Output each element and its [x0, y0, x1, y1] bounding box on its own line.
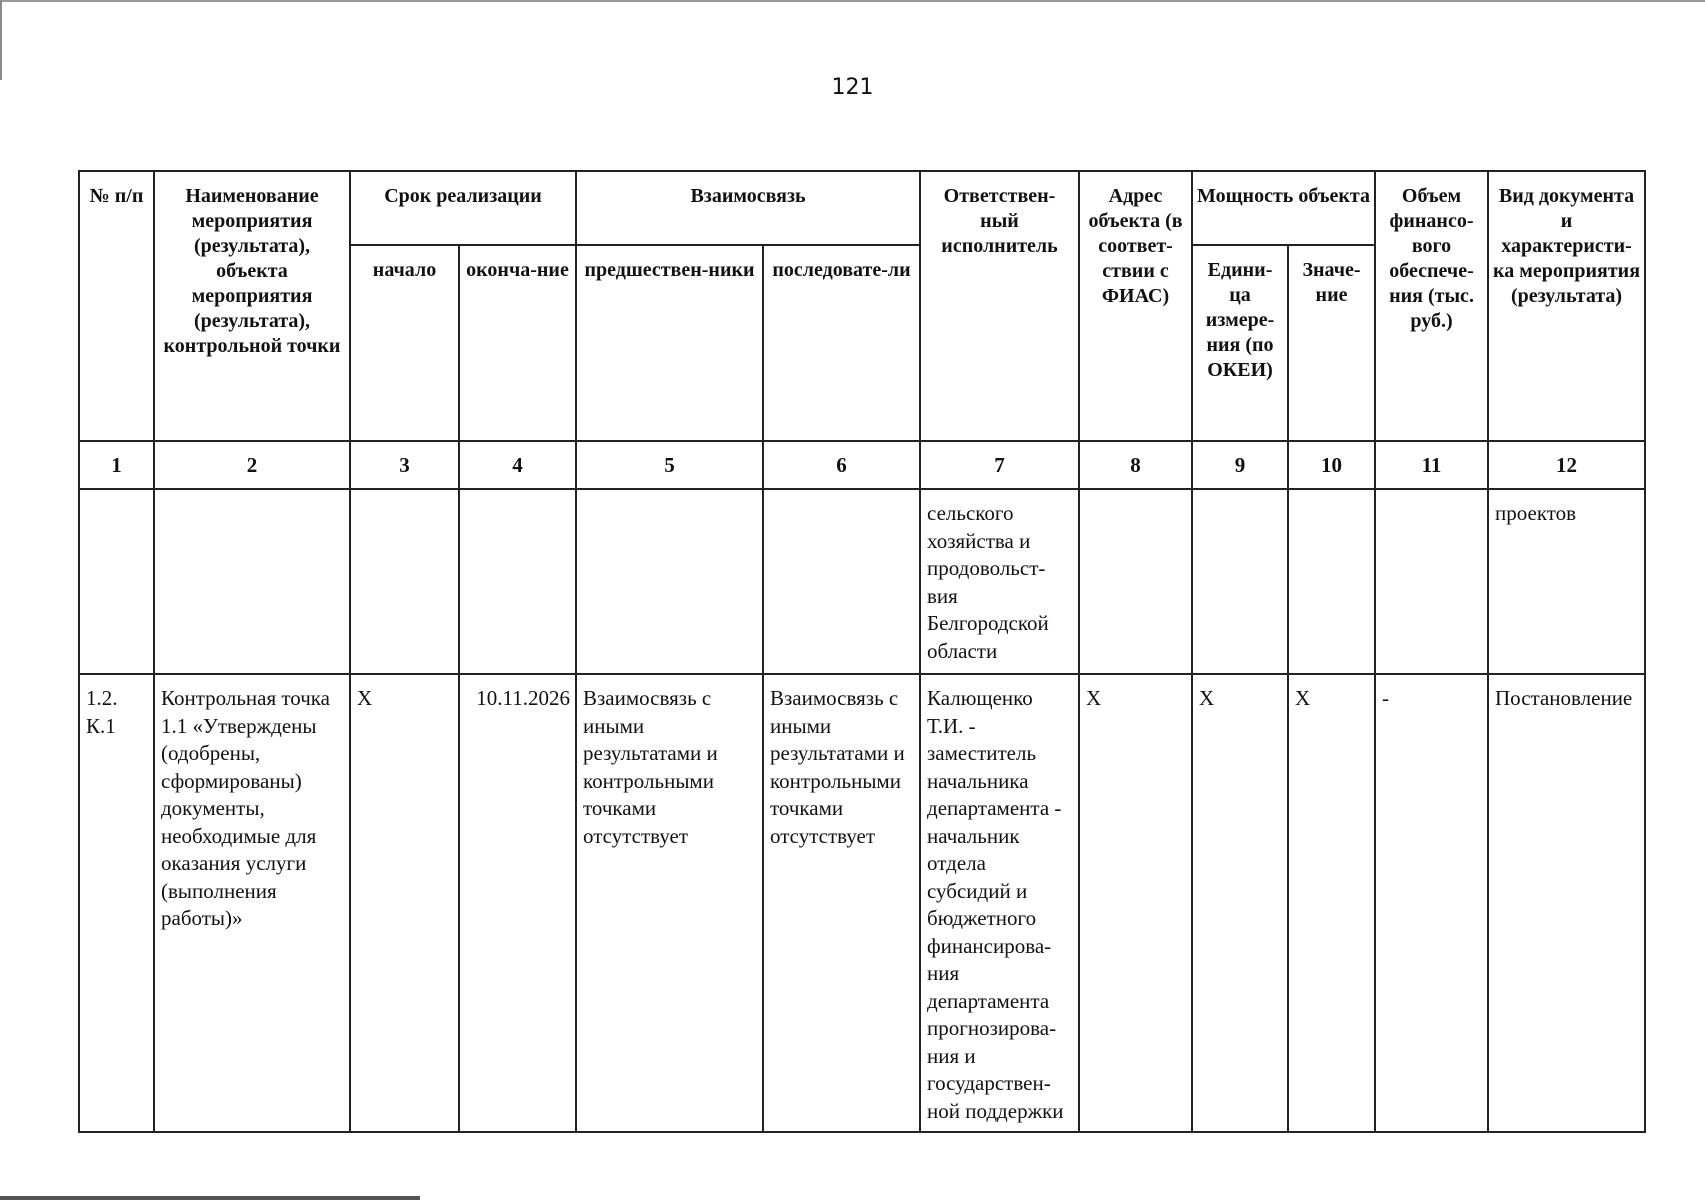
- header-moshchnost: Мощность объекта: [1192, 171, 1375, 245]
- cell-successors: [763, 489, 920, 674]
- header-otvetstvenny: Ответствен-ный исполнитель: [920, 171, 1079, 441]
- column-number: 3: [350, 441, 459, 489]
- header-vid: Вид документа и характеристи-ка мероприятия (результата): [1488, 171, 1645, 441]
- cell-value: X: [1288, 674, 1375, 1132]
- header-edinitsa: Едини-ца измере-ния (по ОКЕИ): [1192, 245, 1288, 441]
- page-number: 121: [831, 75, 874, 100]
- column-number: 1: [79, 441, 154, 489]
- scan-edge-bottom: [0, 1196, 420, 1200]
- cell-end: [459, 489, 576, 674]
- cell-successors: Взаимосвязь с иными результатами и контрольными точками отсутствует: [763, 674, 920, 1132]
- cell-predecessors: Взаимосвязь с иными результатами и контрольными точками отсутствует: [576, 674, 763, 1132]
- cell-responsible: сельского хозяйства и продовольст-вия Белгородской области: [920, 489, 1079, 674]
- cell-funding: -: [1375, 674, 1488, 1132]
- cell-funding: [1375, 489, 1488, 674]
- column-number-row: [79, 441, 1645, 489]
- cell-start: [350, 489, 459, 674]
- table-row: [79, 489, 1645, 674]
- cell-start: X: [350, 674, 459, 1132]
- header-znachenie: Значе-ние: [1288, 245, 1375, 441]
- header-posledovateli: последовате-ли: [763, 245, 920, 441]
- cell-num: [79, 489, 154, 674]
- header-row-1: [79, 171, 1645, 245]
- header-okonchanie: оконча-ние: [459, 245, 576, 441]
- column-number: 9: [1192, 441, 1288, 489]
- table-row: [79, 674, 1645, 1132]
- header-adres: Адрес объекта (в соответ-ствии с ФИАС): [1079, 171, 1192, 441]
- column-number: 4: [459, 441, 576, 489]
- cell-unit: X: [1192, 674, 1288, 1132]
- cell-name: Контрольная точка 1.1 «Утверждены (одобрены, сформированы) документы, необходимые для оказания услуги (выполнения работы)»: [154, 674, 350, 1132]
- column-number: 12: [1488, 441, 1645, 489]
- cell-num: 1.2. К.1: [79, 674, 154, 1132]
- plan-table: [78, 170, 1646, 1133]
- header-nachalo: начало: [350, 245, 459, 441]
- column-number: 2: [154, 441, 350, 489]
- header-num: № п/п: [79, 171, 154, 441]
- cell-document-type: Постановление: [1488, 674, 1645, 1132]
- cell-document-type: проектов: [1488, 489, 1645, 674]
- header-name: Наименование мероприятия (результата), объекта мероприятия (результата), контрольной точки: [154, 171, 350, 441]
- cell-name: [154, 489, 350, 674]
- scan-edge-top: [0, 0, 1705, 2]
- column-number: 6: [763, 441, 920, 489]
- column-number: 11: [1375, 441, 1488, 489]
- cell-responsible: Калющенко Т.И. - заместитель начальника департамента - начальник отдела субсидий и бюджетного финансирова-ния департамента прогнозирова-ния и государствен-ной поддержки: [920, 674, 1079, 1132]
- cell-address: [1079, 489, 1192, 674]
- header-srok: Срок реализации: [350, 171, 576, 245]
- column-number: 10: [1288, 441, 1375, 489]
- header-predshestvenniki: предшествен-ники: [576, 245, 763, 441]
- cell-end: 10.11.2026: [459, 674, 576, 1132]
- column-number: 8: [1079, 441, 1192, 489]
- column-number: 5: [576, 441, 763, 489]
- column-number: 7: [920, 441, 1079, 489]
- header-vzaimosvyaz: Взаимосвязь: [576, 171, 920, 245]
- header-obem: Объем финансо-вого обеспече-ния (тыс. руб.): [1375, 171, 1488, 441]
- scan-edge-left: [0, 0, 2, 80]
- cell-value: [1288, 489, 1375, 674]
- cell-unit: [1192, 489, 1288, 674]
- cell-address: X: [1079, 674, 1192, 1132]
- cell-predecessors: [576, 489, 763, 674]
